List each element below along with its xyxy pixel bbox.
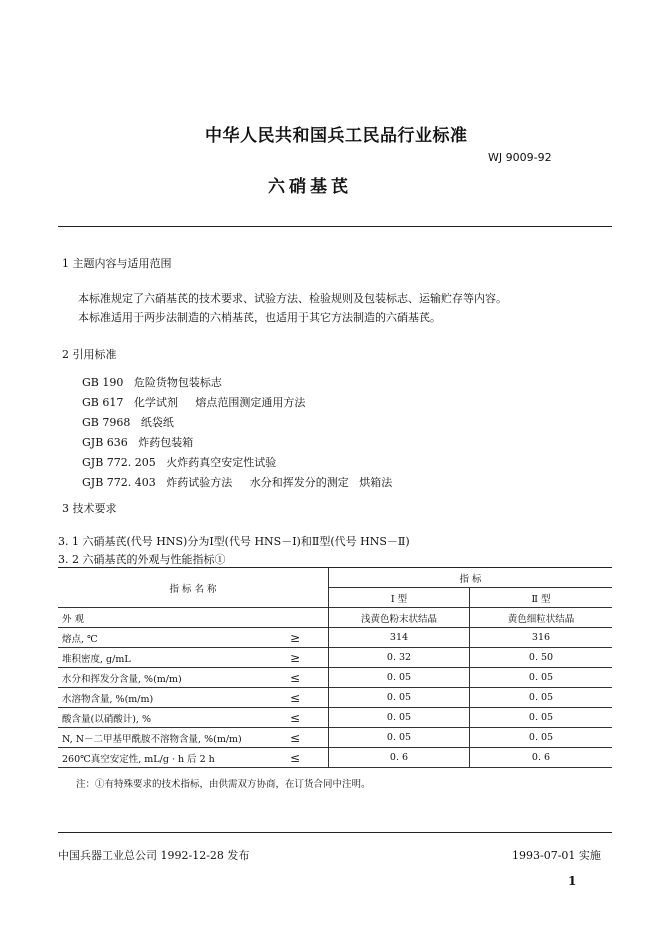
- row-type-2-value: 黄色细粒状结晶: [470, 608, 613, 628]
- row-name: 水分和挥发分含量, %(m/m): [58, 668, 262, 688]
- section-1-paragraph-1: 本标准规定了六硝基芪的技术要求、试验方法、检验规则及包装标志、运输贮存等内容。: [78, 292, 507, 305]
- reference-item: GJB 772. 205 火炸药真空安定性试验: [82, 456, 277, 469]
- row-operator: ≥: [262, 648, 329, 668]
- reference-item: GB 617 化学试剂 熔点范围测定通用方法: [82, 396, 306, 409]
- row-name: N, N－二甲基甲酰胺不溶物含量, %(m/m): [58, 728, 262, 748]
- row-name: 外 观: [58, 608, 262, 628]
- footer-divider: [58, 832, 612, 833]
- row-operator: ≤: [262, 748, 329, 768]
- row-name: 堆积密度, g/mL: [58, 648, 262, 668]
- row-name: 260℃真空安定性, mL/g · h 后 2 h: [58, 748, 262, 768]
- standard-title: 中华人民共和国兵工民品行业标准: [205, 126, 468, 146]
- standard-code: WJ 9009-92: [488, 151, 552, 164]
- table-row: [58, 668, 612, 688]
- table-footnote: 注：①有特殊要求的技术指标，由供需双方协商，在订货合同中注明。: [76, 779, 371, 790]
- row-name: 酸含量(以硝酸计), %: [58, 708, 262, 728]
- header-type-1: Ⅰ 型: [329, 588, 470, 608]
- reference-list: [82, 373, 392, 493]
- table-row: [58, 648, 612, 668]
- row-name: 熔点, ℃: [58, 628, 262, 648]
- table-row: [58, 728, 612, 748]
- row-type-2-value: 0. 05: [470, 708, 613, 728]
- spec-table: [58, 567, 612, 768]
- page-number: 1: [568, 874, 577, 888]
- row-type-1-value: 0. 05: [329, 668, 470, 688]
- header-type-2: Ⅱ 型: [470, 588, 613, 608]
- header-indicator-name: 指 标 名 称: [58, 568, 329, 608]
- section-1-paragraph-2: 本标准适用于两步法制造的六梢基芪，也适用于其它方法制造的六硝基芪。: [78, 311, 441, 324]
- section-2-heading: 2 引用标准: [62, 348, 117, 361]
- reference-item: GB 7968 纸袋纸: [82, 416, 174, 429]
- section-3-heading: 3 技术要求: [62, 502, 117, 515]
- row-type-2-value: 0. 05: [470, 728, 613, 748]
- reference-item: GJB 772. 403 炸药试验方法 水分和挥发分的测定 烘箱法: [82, 476, 393, 489]
- row-type-2-value: 316: [470, 628, 613, 648]
- row-type-2-value: 0. 6: [470, 748, 613, 768]
- row-operator: ≤: [262, 688, 329, 708]
- row-operator: ≤: [262, 668, 329, 688]
- row-type-1-value: 0. 6: [329, 748, 470, 768]
- row-type-1-value: 0. 05: [329, 728, 470, 748]
- effective-date: 1993-07-01 实施: [512, 849, 601, 862]
- row-type-1-value: 0. 32: [329, 648, 470, 668]
- table-row: [58, 608, 612, 628]
- table-row: [58, 748, 612, 768]
- row-operator: ≥: [262, 628, 329, 648]
- header-divider: [58, 226, 612, 227]
- document-title: 六硝基芪: [268, 177, 352, 197]
- table-row: [58, 708, 612, 728]
- row-type-2-value: 0. 05: [470, 688, 613, 708]
- table-row: [58, 688, 612, 708]
- item-3-2: 3. 2 六硝基芪的外观与性能指标①: [58, 553, 226, 566]
- issue-date: 中国兵器工业总公司 1992-12-28 发布: [58, 849, 250, 862]
- section-1-heading: 1 主题内容与适用范围: [62, 257, 172, 270]
- reference-item: GJB 636 炸药包装箱: [82, 436, 194, 449]
- row-operator: ≤: [262, 728, 329, 748]
- table-header-row: [58, 568, 612, 588]
- item-3-1: 3. 1 六硝基芪(代号 HNS)分为Ⅰ型(代号 HNS－Ⅰ)和Ⅱ型(代号 HNS－Ⅱ): [58, 535, 410, 548]
- row-type-1-value: 314: [329, 628, 470, 648]
- row-operator: [262, 608, 329, 628]
- header-indicator-group: 指 标: [329, 568, 613, 588]
- row-type-1-value: 0. 05: [329, 708, 470, 728]
- row-type-2-value: 0. 05: [470, 668, 613, 688]
- row-operator: ≤: [262, 708, 329, 728]
- row-type-1-value: 0. 05: [329, 688, 470, 708]
- table-row: [58, 628, 612, 648]
- row-type-2-value: 0. 50: [470, 648, 613, 668]
- reference-item: GB 190 危险货物包装标志: [82, 376, 222, 389]
- row-name: 水溶物含量, %(m/m): [58, 688, 262, 708]
- row-type-1-value: 浅黄色粉末状结晶: [329, 608, 470, 628]
